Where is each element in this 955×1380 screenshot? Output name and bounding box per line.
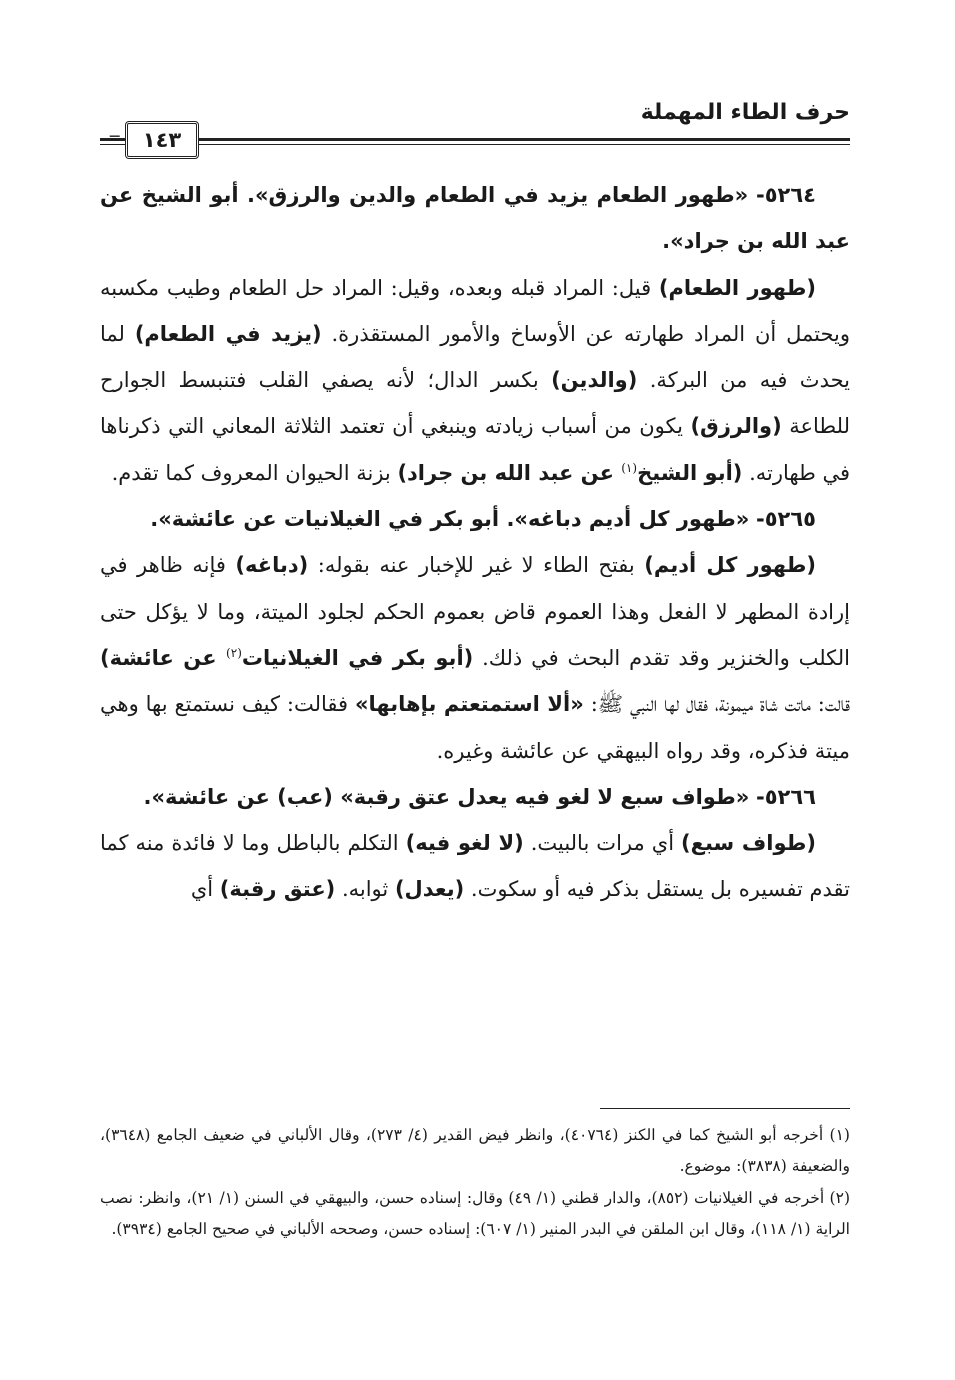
commentary-text: قيل: المراد قبله وبعده، وقيل: المراد حل الطعام وطيب مكسبه ويحتمل أن المراد طهارته عن الأوساخ والأمور المستقذرة. (100, 275, 851, 346)
entry-number: ٥٢٦٥- (756, 507, 816, 532)
quoted-term: (والدين) (551, 368, 638, 393)
quoted-term: (طهور الطعام) (658, 275, 816, 300)
header-rule-thin (100, 144, 850, 145)
quoted-term: (طهور كل أديم) (644, 553, 816, 578)
hadith-text: «طهور كل أديم دباغه». أبو بكر في الغيلانيات عن عائشة». (150, 507, 750, 532)
commentary-text: بزنة الحيوان المعروف كما تقدم. (111, 460, 398, 485)
footnote-2: (٢) أخرجه في الغيلانيات (٨٥٢)، والدار قطني (١/ ٤٩) وقال: إسناده حسن، والبيهقي في السنن (١/ ٢١)، وانظر: نصب الراية (١/ ١١٨)، وقال ابن الملقن في البدر المنير (١/ ٦٠٧): إسناده حسن، وصححه الألباني في صحيح الجامع (٣٩٣٤). (100, 1188, 850, 1238)
hadith-text: «طهور الطعام يزيد في الطعام والدين والرزق». أبو الشيخ عن عبد الله بن جراد». (100, 183, 850, 254)
commentary-text: أي (190, 877, 220, 902)
commentary-text: بكسر الدال؛ لأنه يصفي القلب فتنبسط الجوارح للطاعة (100, 368, 850, 439)
quoted-term: «ألا استمتعتم بإهابها» (354, 692, 584, 717)
entry-5264-heading (100, 172, 850, 265)
commentary-text: يكون من أسباب زيادته وينبغي أن تعتمد الثلاثة المعاني التي ذكرناها في طهارته. (100, 414, 850, 485)
quoted-term: (والرزق) (690, 414, 782, 439)
quoted-term: (دباغه) (235, 553, 309, 578)
footnote-ref-1[interactable]: (١) (621, 460, 638, 475)
commentary-text: التكلم بالباطل وما لا فائدة منه كما تقدم تفسيره بل يستقل بذكر فيه أو سكوت. (100, 831, 850, 902)
quoted-term: (عتق رقبة) (219, 877, 336, 902)
footnote-separator (600, 1108, 850, 1109)
page-number-ornament: = (108, 128, 122, 147)
quoted-term: (أبو الشيخ (637, 460, 743, 485)
entry-5264-commentary (100, 265, 850, 496)
quoted-term: (يزيد في الطعام) (134, 321, 322, 346)
commentary-text: بفتح الطاء لا غير للإخبار عنه بقوله: (308, 553, 645, 578)
entry-number: ٥٢٦٦- (756, 784, 816, 809)
commentary-text: أي مرات بالبيت. (523, 831, 682, 856)
entry-5266-heading (100, 774, 850, 820)
commentary-text: فإنه ظاهر في إرادة المطهر لا الفعل وهذا العموم قاض بعموم الحكم لجلود الميتة، وما لا يؤكل حتى الكلب والخنزير وقد تقدم البحث في ذلك. (100, 553, 851, 670)
commentary-text: فقالت: كيف نستمتع بها وهي ميتة فذكره، وقد رواه البيهقي عن عائشة وغيره. (100, 692, 850, 763)
footnotes (100, 1120, 850, 1245)
hadith-text: «طواف سبع لا لغو فيه يعدل عتق رقبة» (عب) عن عائشة». (143, 784, 750, 809)
main-text (100, 172, 850, 913)
entry-5265-heading (100, 496, 850, 542)
chapter-title: حرف الطاء المهملة (640, 100, 850, 125)
commentary-text: قالت: ماتت شاة ميمونة، فقال لها النبي ﷺ: (583, 692, 850, 717)
quoted-term: عن عائشة) (100, 645, 227, 670)
quoted-term: (يعدل) (394, 877, 465, 902)
quoted-term: (أبو بكر في الغيلانيات (241, 645, 474, 670)
commentary-text: لما يحدث فيه من البركة. (100, 321, 850, 393)
page-number: ١٤٣ (125, 121, 199, 159)
entry-5266-commentary (100, 820, 850, 913)
header-rule-thick (100, 138, 850, 141)
footnote-ref-2[interactable]: (٢) (226, 645, 242, 660)
quoted-term: (لا لغو فيه) (405, 831, 524, 856)
quoted-term: عن عبد الله بن جراد) (397, 460, 622, 485)
quoted-term: (طواف سبع) (681, 831, 816, 856)
commentary-text: ثوابه. (335, 877, 395, 902)
page-header (100, 100, 850, 160)
entry-number: ٥٢٦٤- (756, 183, 816, 207)
footnote-1: (١) أخرجه أبو الشيخ كما في الكنز (٤٠٧٦٤)، وانظر فيض القدير (٤/ ٢٧٣)، وقال الألباني في ضعيف الجامع (٣٦٤٨)، والضعيفة (٣٨٣٨): موضوع. (100, 1126, 850, 1176)
entry-5265-commentary (100, 542, 850, 773)
